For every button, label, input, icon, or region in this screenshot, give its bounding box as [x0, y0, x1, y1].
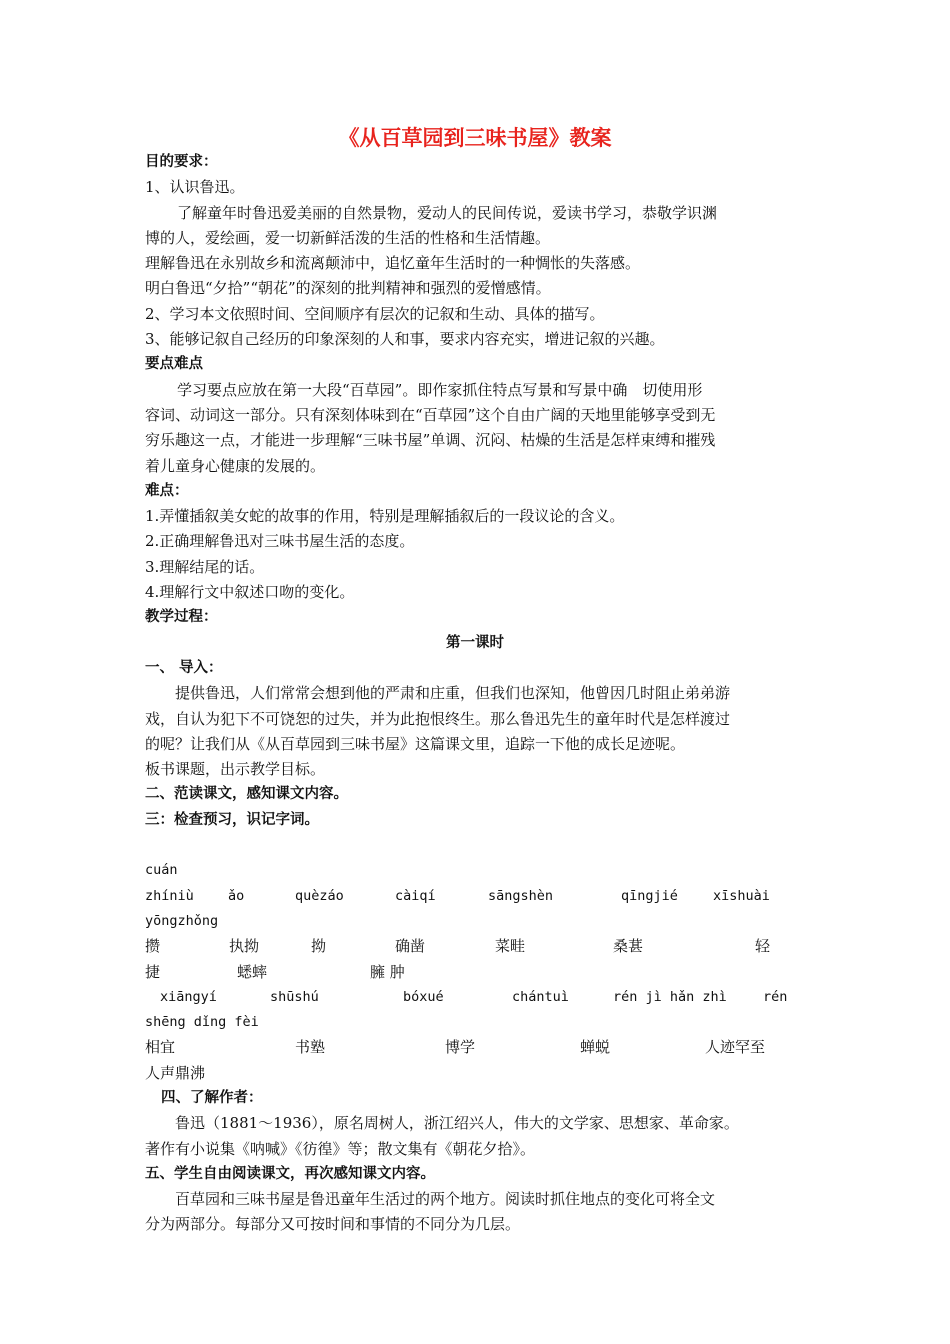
heading-process: 教学过程：	[145, 609, 218, 626]
paragraph: 博的人，爱绘画，爱一切新鲜活泼的生活的性格和生活情趣。	[145, 228, 551, 247]
word: 拗	[311, 937, 327, 956]
paragraph: 板书课题，出示教学目标。	[145, 760, 326, 779]
word: 人迹罕至	[705, 1038, 766, 1057]
document-body	[145, 150, 805, 1238]
pinyin: shūshú	[270, 988, 319, 1005]
spacer	[145, 833, 805, 858]
word: 桑葚	[613, 937, 644, 956]
word: 博学	[445, 1038, 476, 1057]
paragraph: 戏，自认为犯下不可饶恕的过失，并为此抱恨终生。那么鲁迅先生的童年时代是怎样渡过	[145, 709, 731, 728]
paragraph: 学习要点应放在第一大段“百草园”。即作家抓住特点写景和写景中确 切使用形	[177, 380, 703, 399]
difficulty-item: 2.正确理解鲁迅对三味书屋生活的态度。	[145, 532, 415, 551]
goal-3: 3、能够记叙自己经历的印象深刻的人和事，要求内容充实，增进记叙的兴趣。	[145, 330, 665, 349]
word-row	[145, 1035, 805, 1060]
pinyin: rén jì hǎn zhì	[613, 988, 727, 1005]
pinyin: xīshuài	[713, 887, 770, 904]
pinyin: bóxué	[403, 988, 444, 1005]
difficulty-item: 4.理解行文中叙述口吻的变化。	[145, 583, 355, 602]
pinyin-line: shēng dǐng fèi	[145, 1014, 259, 1031]
word: 轻	[755, 937, 771, 956]
section-author: 四、了解作者：	[161, 1089, 263, 1106]
word: 书塾	[295, 1038, 326, 1057]
pinyin-row	[145, 884, 805, 909]
pinyin-line: cuán	[145, 862, 178, 879]
paragraph: 的呢？让我们从《从百草园到三味书屋》这篇课文里，追踪一下他的成长足迹呢。	[145, 734, 686, 753]
pinyin: chántuì	[512, 988, 569, 1005]
difficulty-item: 3.理解结尾的话。	[145, 557, 265, 576]
heading-key-points: 要点难点	[145, 356, 203, 373]
paragraph: 穷乐趣这一点，才能进一步理解“三味书屋”单调、沉闷、枯燥的生活是怎样束缚和摧残	[145, 431, 716, 450]
paragraph: 容词、动词这一部分。只有深刻体味到在“百草园”这个自由广阔的天地里能够享受到无	[145, 405, 716, 424]
pinyin: zhíniù	[145, 887, 194, 904]
pinyin: rén	[763, 988, 788, 1005]
word: 攒	[145, 937, 161, 956]
paragraph: 著作有小说集《呐喊》《彷徨》等；散文集有《朝花夕拾》。	[145, 1139, 536, 1158]
paragraph: 着儿童身心健康的发展的。	[145, 456, 326, 475]
word: 菜畦	[495, 937, 526, 956]
word: 蝉蜕	[580, 1038, 611, 1057]
paragraph: 分为两部分。每部分又可按时间和事情的不同分为几层。	[145, 1215, 521, 1234]
pinyin: quèzáo	[295, 887, 344, 904]
paragraph: 提供鲁迅，人们常常会想到他的严肃和庄重，但我们也深知，他曾因几时阻止弟弟游	[175, 684, 731, 703]
word: 捷	[145, 962, 161, 981]
word: 相宜	[145, 1038, 176, 1057]
pinyin: qīngjié	[621, 887, 678, 904]
page-title: 《从百草园到三味书屋》教案	[338, 126, 612, 150]
pinyin: ǎo	[228, 887, 245, 904]
lesson-heading: 第一课时	[446, 634, 504, 651]
pinyin-row	[145, 985, 805, 1010]
word: 人声鼎沸	[145, 1063, 206, 1082]
goal-2: 2、学习本文依照时间、空间顺序有层次的记叙和生动、具体的描写。	[145, 304, 605, 323]
word-row	[145, 934, 805, 959]
paragraph: 鲁迅（1881～1936），原名周树人，浙江绍兴人，伟大的文学家、思想家、革命家。	[175, 1114, 739, 1133]
word: 臃 肿	[370, 962, 405, 981]
word: 确凿	[395, 937, 426, 956]
pinyin-line: yōngzhǒng	[145, 912, 219, 929]
pinyin: càiqí	[395, 887, 436, 904]
section-preview: 三：检查预习，识记字词。	[145, 811, 319, 828]
paragraph: 理解鲁迅在永别故乡和流离颠沛中，追忆童年生活时的一种惆怅的失落感。	[145, 254, 641, 273]
paragraph: 明白鲁迅“夕拾”“朝花”的深刻的批判精神和强烈的爱憎感情。	[145, 279, 551, 298]
heading-difficulties: 难点：	[145, 482, 189, 499]
heading-goals: 目的要求：	[145, 154, 218, 170]
pinyin: sāngshèn	[488, 887, 554, 904]
difficulty-item: 1.弄懂插叙美女蛇的故事的作用，特别是理解插叙后的一段议论的含义。	[145, 507, 625, 526]
paragraph: 百草园和三味书屋是鲁迅童年生活过的两个地方。阅读时抓住地点的变化可将全文	[175, 1190, 716, 1209]
word: 蟋蟀	[237, 962, 268, 981]
goal-1: 1、认识鲁迅。	[145, 178, 245, 197]
paragraph: 了解童年时鲁迅爱美丽的自然景物，爱动人的民间传说，爱读书学习，恭敬学识渊	[177, 203, 718, 222]
word: 执拗	[229, 937, 260, 956]
pinyin: xiāngyí	[160, 988, 217, 1005]
section-reading: 二、范读课文，感知课文内容。	[145, 786, 348, 803]
section-reread: 五、学生自由阅读课文，再次感知课文内容。	[145, 1165, 435, 1182]
word-row	[145, 960, 805, 985]
section-intro: 一、 导入：	[145, 659, 223, 676]
